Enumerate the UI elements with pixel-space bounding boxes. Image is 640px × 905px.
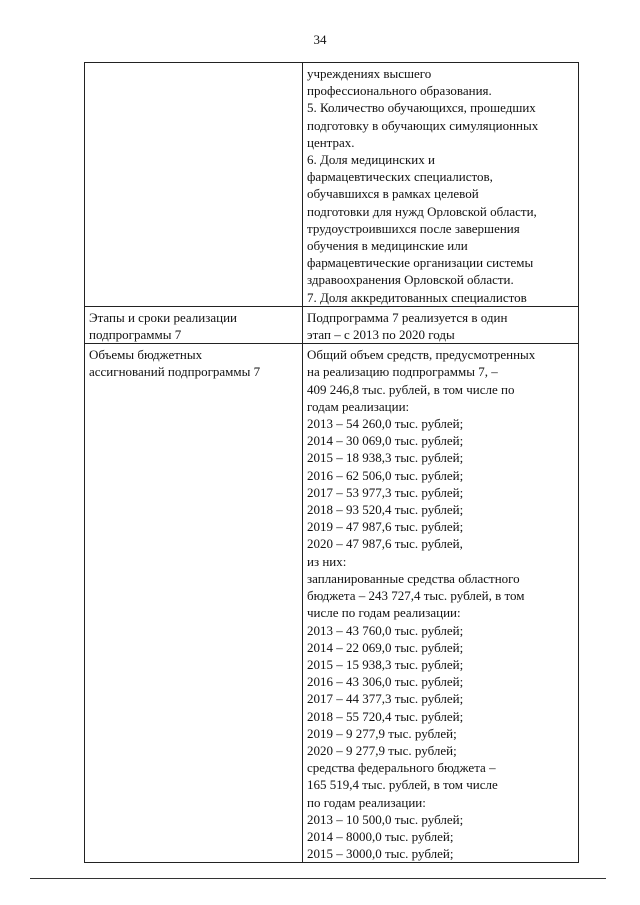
cell-line: профессионального образования. xyxy=(307,83,492,99)
cell-line: на реализацию подпрограммы 7, – xyxy=(307,364,498,380)
cell-line: обучения в медицинские или xyxy=(307,238,468,254)
cell-line: 2018 – 55 720,4 тыс. рублей; xyxy=(307,708,464,724)
cell-line: 2014 – 30 069,0 тыс. рублей; xyxy=(307,433,464,449)
cell-line: здравоохранения Орловской области. xyxy=(307,272,514,288)
cell-line: 409 246,8 тыс. рублей, в том числе по xyxy=(307,381,515,397)
cell-line: 2017 – 44 377,3 тыс. рублей; xyxy=(307,691,464,707)
cell-line: фармацевтических специалистов, xyxy=(307,169,493,185)
cell-line: 2015 – 3000,0 тыс. рублей; xyxy=(307,846,454,862)
cell-line: 2013 – 10 500,0 тыс. рублей; xyxy=(307,811,464,827)
table-row xyxy=(85,306,579,343)
cell-line: Подпрограмма 7 реализуется в один xyxy=(307,309,508,325)
cell-line: 2013 – 54 260,0 тыс. рублей; xyxy=(307,416,464,432)
cell-line: 2014 – 22 069,0 тыс. рублей; xyxy=(307,639,464,655)
cell-line: трудоустроившихся после завершения xyxy=(307,220,520,236)
cell-line: учреждениях высшего xyxy=(307,66,432,81)
cell-line: подпрограммы 7 xyxy=(89,327,182,343)
subprogram-passport-table xyxy=(84,62,579,863)
table-row xyxy=(85,344,579,863)
cell-line: 6. Доля медицинских и xyxy=(307,152,435,168)
cell-line: годам реализации: xyxy=(307,398,410,414)
cell-line: по годам реализации: xyxy=(307,794,426,810)
cell-line: центрах. xyxy=(307,134,355,150)
cell-line: из них: xyxy=(307,553,347,569)
cell-line: Объемы бюджетных xyxy=(89,347,203,363)
row-value-cell xyxy=(303,344,579,863)
cell-line: 165 519,4 тыс. рублей, в том числе xyxy=(307,777,498,793)
cell-line: обучавшихся в рамках целевой xyxy=(307,186,479,202)
cell-line: 2016 – 43 306,0 тыс. рублей; xyxy=(307,674,464,690)
row-label-cell xyxy=(85,306,303,343)
row-value-cell xyxy=(303,306,579,343)
cell-line: 2016 – 62 506,0 тыс. рублей; xyxy=(307,467,464,483)
row-label-cell xyxy=(85,63,303,307)
cell-line: бюджета – 243 727,4 тыс. рублей, в том xyxy=(307,588,525,604)
cell-line: 2020 – 9 277,9 тыс. рублей; xyxy=(307,742,457,758)
cell-line: 2014 – 8000,0 тыс. рублей; xyxy=(307,828,454,844)
cell-line: 2018 – 93 520,4 тыс. рублей; xyxy=(307,502,464,518)
row-label-cell xyxy=(85,344,303,863)
cell-line: Этапы и сроки реализации xyxy=(89,309,237,325)
cell-line: подготовки для нужд Орловской области, xyxy=(307,203,537,219)
cell-line: 2019 – 47 987,6 тыс. рублей; xyxy=(307,519,464,535)
cell-line: ассигнований подпрограммы 7 xyxy=(89,364,261,380)
cell-line: запланированные средства областного xyxy=(307,570,520,586)
cell-line: средства федерального бюджета – xyxy=(307,760,496,776)
cell-line: фармацевтические организации системы xyxy=(307,255,534,271)
cell-line: 2020 – 47 987,6 тыс. рублей, xyxy=(307,536,463,552)
cell-line: 2017 – 53 977,3 тыс. рублей; xyxy=(307,484,464,500)
footer-rule xyxy=(30,878,606,879)
page-number: 34 xyxy=(313,32,327,47)
cell-line: этап – с 2013 по 2020 годы xyxy=(307,327,455,343)
cell-line: 2015 – 18 938,3 тыс. рублей; xyxy=(307,450,464,466)
cell-line: 2019 – 9 277,9 тыс. рублей; xyxy=(307,725,457,741)
row-value-cell xyxy=(303,63,579,307)
cell-line: 2015 – 15 938,3 тыс. рублей; xyxy=(307,656,464,672)
cell-line: 2013 – 43 760,0 тыс. рублей; xyxy=(307,622,464,638)
cell-line: числе по годам реализации: xyxy=(307,605,461,621)
cell-line: 7. Доля аккредитованных специалистов xyxy=(307,289,527,305)
cell-line: подготовку в обучающих симуляционных xyxy=(307,117,539,133)
cell-line: Общий объем средств, предусмотренных xyxy=(307,347,536,363)
cell-line: 5. Количество обучающихся, прошедших xyxy=(307,100,536,116)
table-row xyxy=(85,63,579,307)
